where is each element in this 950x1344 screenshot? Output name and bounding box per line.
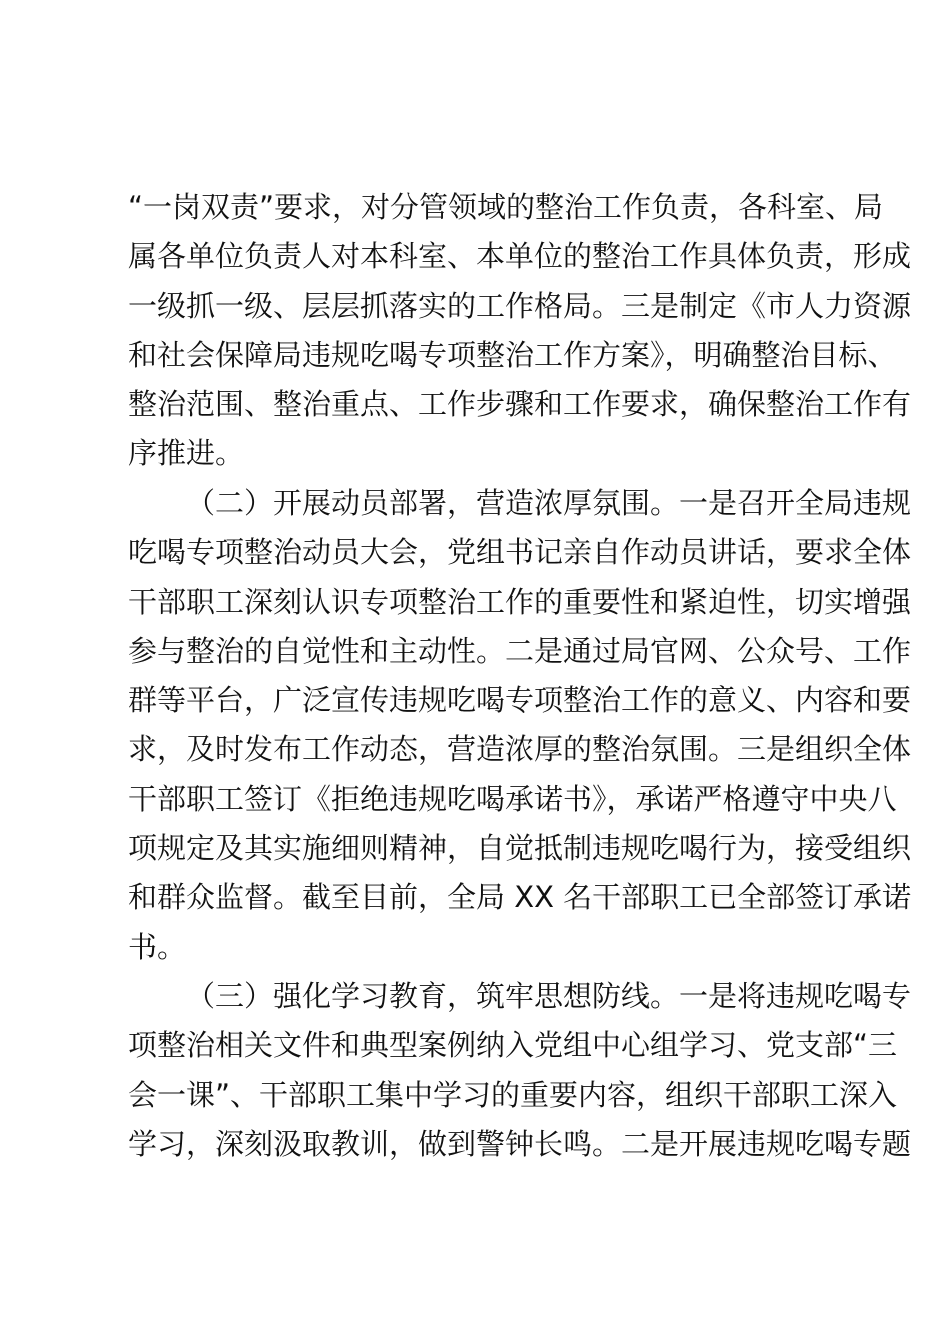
paragraph-line: （三）强化学习教育，筑牢思想防线。一是将违规吃喝专 [186,979,912,1013]
paragraph-line: 书。 [128,929,187,964]
paragraph-line: （二）开展动员部署，营造浓厚氛围。一是召开全局违规 [186,486,912,520]
paragraph-1 [128,183,912,479]
paragraph-line: 干部职工深刻认识专项整治工作的重要性和紧迫性，切实增强 [128,584,912,619]
paragraph-line: 属各单位负责人对本科室、本单位的整治工作具体负责，形成 [128,239,912,274]
paragraph-line: 项整治相关文件和典型案例纳入党组中心组学习、党支部“三 [128,1028,898,1063]
paragraph-line: 序推进。 [128,436,245,471]
paragraph-line: 干部职工签订《拒绝违规吃喝承诺书》，承诺严格遵守中央八 [128,781,897,816]
paragraph-line: 和群众监督。截至目前，全局 XX 名干部职工已全部签订承诺 [128,880,912,915]
paragraph-line: 吃喝专项整治动员大会，党组书记亲自作动员讲话，要求全体 [128,535,912,570]
paragraph-line: 参与整治的自觉性和主动性。二是通过局官网、公众号、工作 [128,633,912,668]
paragraph-line: 整治范围、整治重点、工作步骤和工作要求，确保整治工作有 [128,387,912,422]
paragraph-line: 会一课”、干部职工集中学习的重要内容，组织干部职工深入 [128,1077,898,1112]
paragraph-line: “一岗双责”要求，对分管领域的整治工作负责，各科室、局 [128,190,884,224]
paragraph-line: 求，及时发布工作动态，营造浓厚的整治氛围。三是组织全体 [128,732,912,767]
paragraph-line: 学习，深刻汲取教训，做到警钟长鸣。二是开展违规吃喝专题 [128,1126,912,1161]
paragraph-3 [128,972,912,1169]
paragraph-2 [128,479,912,972]
paragraph-line: 和社会保障局违规吃喝专项整治工作方案》，明确整治目标、 [128,337,897,372]
paragraph-line: 一级抓一级、层层抓落实的工作格局。三是制定《市人力资源 [128,288,912,323]
paragraph-line: 项规定及其实施细则精神，自觉抵制违规吃喝行为，接受组织 [128,831,912,866]
paragraph-line: 群等平台，广泛宣传违规吃喝专项整治工作的意义、内容和要 [128,683,912,718]
